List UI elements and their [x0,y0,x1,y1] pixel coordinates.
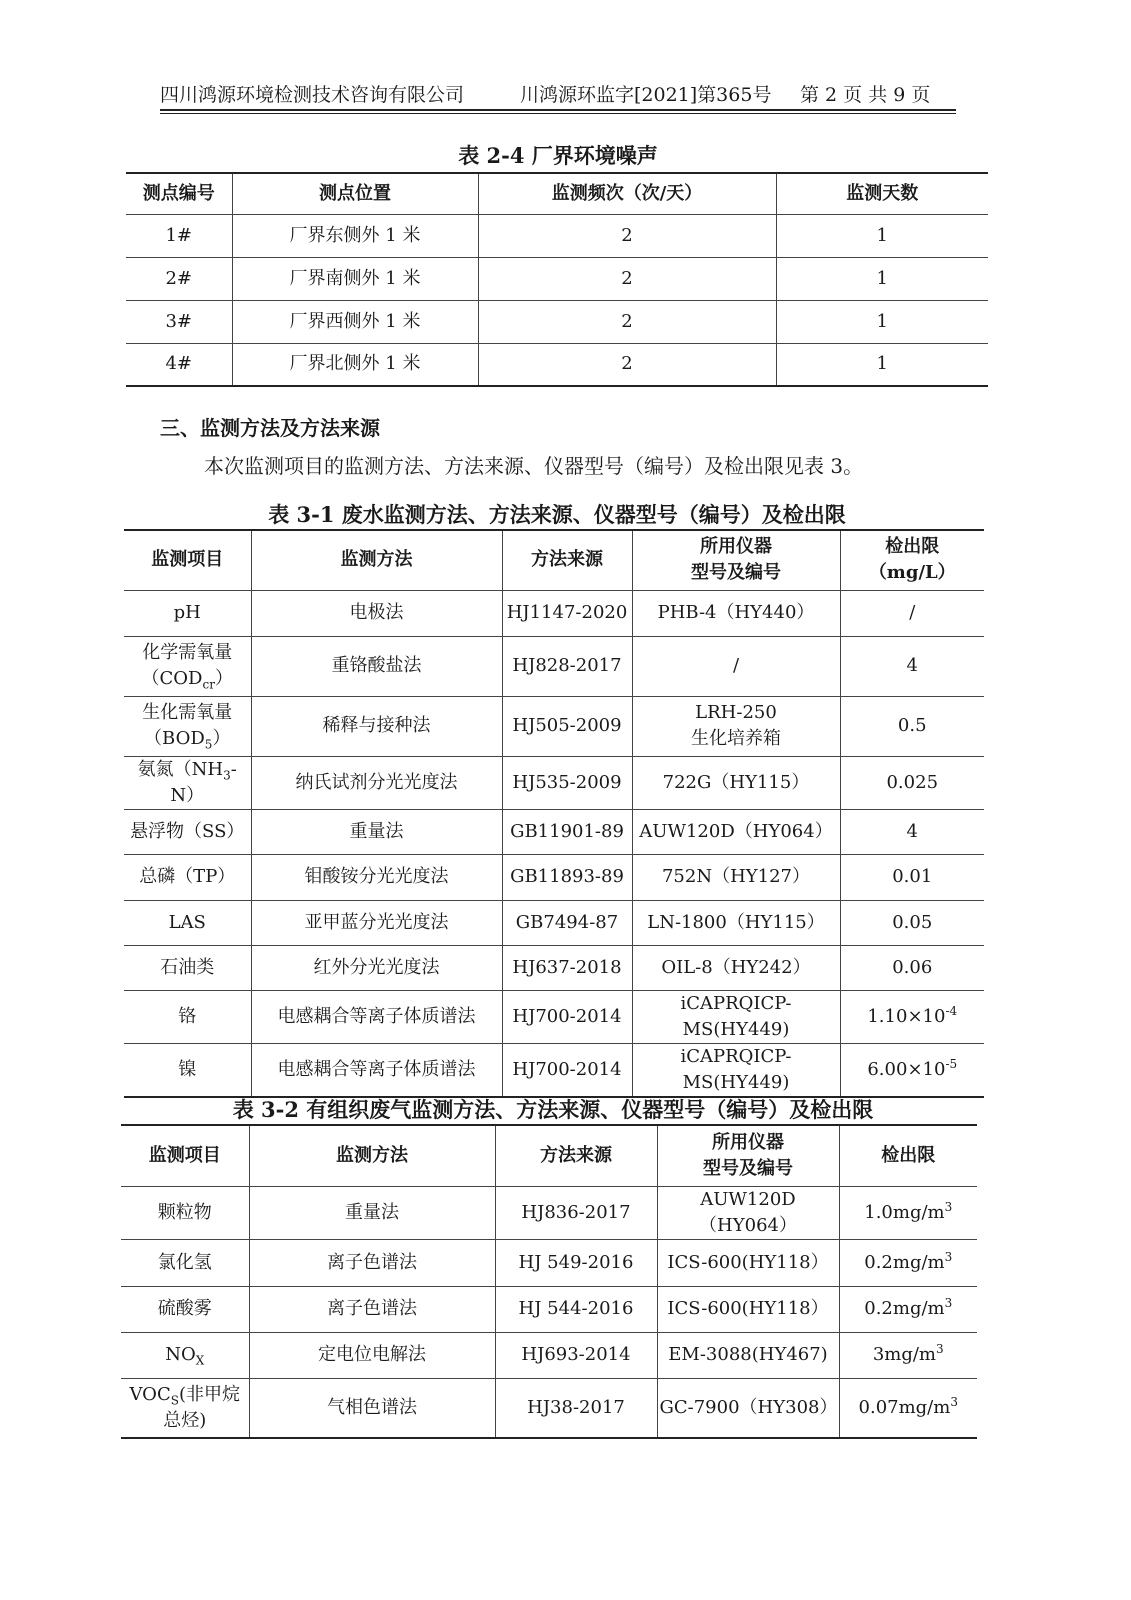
cell-item [121,1332,249,1378]
cell-source: HJ700-2014 [502,990,632,1043]
table-row [121,1332,977,1378]
limit-value: 1.0mg/m [864,1201,945,1223]
cell-source: HJ836-2017 [495,1186,657,1239]
cell-method: 亚甲蓝分光光度法 [251,900,502,945]
cell: 1# [126,214,232,257]
table-header-row [121,1125,977,1186]
cell: 厂界南侧外 1 米 [232,257,478,300]
header-line: （mg/L） [868,562,956,584]
col-header: 监测天数 [776,173,988,214]
item-name-end: -N） [170,758,237,806]
cell-item [124,756,251,809]
col-header [632,530,840,590]
table-row [124,590,984,636]
cell-source: HJ505-2009 [502,696,632,756]
cell-method: 气相色谱法 [249,1378,495,1438]
cell-method: 纳氏试剂分光光度法 [251,756,502,809]
table-2-4-caption: 表 2-4 厂界环境噪声 [458,143,658,168]
cell-item: 镍 [124,1043,251,1097]
cell-instrument: PHB-4（HY440） [632,590,840,636]
header-line: 所用仪器 [712,1131,784,1153]
cell: 4# [126,343,232,386]
subscript: cr [202,677,215,692]
cell: 厂界西侧外 1 米 [232,300,478,343]
superscript: 3 [944,1249,953,1264]
item-name-cont: (非甲烷 [178,1383,240,1405]
item-name-line2: 总烃) [163,1409,207,1431]
item-name: 化学需氧量 [142,642,233,663]
cell-instrument: LN-1800（HY115） [632,900,840,945]
table-row [126,300,988,343]
cell-item [124,696,251,756]
cell-limit [839,1186,977,1239]
cell-instrument: AUW120D（HY064） [657,1186,839,1239]
cell-instrument: iCAPRQICP-MS(HY449) [632,990,840,1043]
table-row [124,809,984,854]
table-row [126,343,988,386]
col-header: 测点位置 [232,173,478,214]
col-header: 测点编号 [126,173,232,214]
cell-instrument: EM-3088(HY467) [657,1332,839,1378]
subscript: S [170,1393,179,1408]
col-header: 监测项目 [124,530,251,590]
cell-item: 硫酸雾 [121,1286,249,1332]
header-line: 型号及编号 [691,562,781,584]
cell-item: 石油类 [124,945,251,990]
cell-limit [839,1286,977,1332]
cell: 厂界东侧外 1 米 [232,214,478,257]
cell-limit [839,1332,977,1378]
cell-instrument: 752N（HY127） [632,854,840,900]
cell-limit [839,1239,977,1286]
cell-instrument: ICS-600(HY118） [657,1286,839,1332]
page-number: 第 2 页 共 9 页 [800,84,931,106]
limit-value: 0.2mg/m [864,1298,945,1319]
limit-base: 6.00×10 [867,1058,946,1080]
cell-item: 氯化氢 [121,1239,249,1286]
limit-value: 0.2mg/m [864,1251,945,1273]
limit-value: 3mg/m [872,1344,937,1365]
item-abbr-end: ） [212,728,231,749]
cell-limit: 0.05 [840,900,984,945]
cell-item: 铬 [124,990,251,1043]
cell-limit: 0.06 [840,945,984,990]
col-header [657,1125,839,1186]
instrument-type: 生化培养箱 [691,728,781,749]
item-name: NO [165,1344,196,1365]
table-row [124,900,984,945]
header-line: 检出限 [885,536,940,558]
instrument-model: LRH-250 [695,702,777,723]
cell-source: HJ1147-2020 [502,590,632,636]
cell-limit [840,990,984,1043]
item-name: 氨氮（NH [137,758,224,780]
cell: 厂界北侧外 1 米 [232,343,478,386]
limit-value: 0.07mg/m [858,1396,951,1418]
header-rule [160,109,956,111]
company-name: 四川鸿源环境检测技术咨询有限公司 [160,84,465,106]
cell: 1 [776,300,988,343]
cell-item [124,636,251,696]
cell-method: 红外分光光度法 [251,945,502,990]
header-line: 所用仪器 [700,536,772,558]
cell-item: 悬浮物（SS） [124,809,251,854]
table-row [126,257,988,300]
cell-method: 离子色谱法 [249,1239,495,1286]
cell-instrument [632,696,840,756]
cell-source: GB7494-87 [502,900,632,945]
table-row [121,1186,977,1239]
cell-instrument: 722G（HY115） [632,756,840,809]
cell-source: HJ828-2017 [502,636,632,696]
cell: 2 [478,214,776,257]
cell-limit [839,1378,977,1438]
cell-method: 离子色谱法 [249,1286,495,1332]
cell-limit [840,1043,984,1097]
cell: 2# [126,257,232,300]
header-rule-thin [160,113,956,114]
cell-item: 总磷（TP） [124,854,251,900]
section-paragraph: 本次监测项目的监测方法、方法来源、仪器型号（编号）及检出限见表 3。 [204,454,864,478]
table-row [124,854,984,900]
table-header-row [126,173,988,214]
cell-method: 重量法 [249,1186,495,1239]
cell-limit: 4 [840,636,984,696]
cell-limit: 0.01 [840,854,984,900]
cell-instrument: / [632,636,840,696]
cell: 1 [776,257,988,300]
superscript: 3 [950,1394,958,1409]
superscript: 3 [936,1342,944,1356]
cell-method: 定电位电解法 [249,1332,495,1378]
table-row [121,1286,977,1332]
limit-base: 1.10×10 [867,1005,946,1027]
col-header: 方法来源 [495,1125,657,1186]
col-header: 监测频次（次/天） [478,173,776,214]
table-header-row [124,530,984,590]
col-header: 监测方法 [251,530,502,590]
cell-limit: 4 [840,809,984,854]
col-header [840,530,984,590]
header-line: 型号及编号 [703,1157,793,1179]
cell-instrument: AUW120D（HY064） [632,809,840,854]
cell-method: 钼酸铵分光光度法 [251,854,502,900]
cell: 2 [478,257,776,300]
cell-instrument: iCAPRQICP-MS(HY449) [632,1043,840,1097]
col-header: 检出限 [839,1125,977,1186]
table-row [124,696,984,756]
cell: 1 [776,343,988,386]
cell-limit: 0.025 [840,756,984,809]
cell-limit: 0.5 [840,696,984,756]
item-abbr: （BOD [144,728,205,749]
cell-source: HJ700-2014 [502,1043,632,1097]
table-3-1-caption: 表 3-1 废水监测方法、方法来源、仪器型号（编号）及检出限 [268,502,846,527]
cell-instrument: GC-7900（HY308） [657,1378,839,1438]
cell-method: 重量法 [251,809,502,854]
cell-method: 重铬酸盐法 [251,636,502,696]
table-row [124,756,984,809]
superscript: 3 [944,1199,953,1214]
cell-source: HJ637-2018 [502,945,632,990]
table-3-2 [121,1124,977,1439]
cell-source: HJ693-2014 [495,1332,657,1378]
section-title: 三、监测方法及方法来源 [160,416,380,440]
table-row [121,1239,977,1286]
item-name: 生化需氧量 [142,702,233,723]
cell-source: GB11893-89 [502,854,632,900]
col-header: 方法来源 [502,530,632,590]
superscript: 3 [944,1296,953,1310]
report-number: 川鸿源环监字[2021]第365号 [520,84,772,106]
page-header [160,76,956,110]
cell-source: HJ 549-2016 [495,1239,657,1286]
cell-method: 电感耦合等离子体质谱法 [251,990,502,1043]
cell-limit: / [840,590,984,636]
cell-item: 颗粒物 [121,1186,249,1239]
col-header: 监测方法 [249,1125,495,1186]
cell: 2 [478,300,776,343]
table-row [124,990,984,1043]
table-row [126,214,988,257]
item-abbr: （COD [141,668,203,689]
table-row [124,1043,984,1097]
subscript: X [195,1353,205,1368]
cell-item [121,1378,249,1438]
cell-item: pH [124,590,251,636]
cell-method: 电极法 [251,590,502,636]
table-2-4 [126,172,988,387]
cell: 1 [776,214,988,257]
cell-item: LAS [124,900,251,945]
cell: 3# [126,300,232,343]
table-3-1 [124,529,984,1098]
table-row [124,945,984,990]
cell-instrument: ICS-600(HY118） [657,1239,839,1286]
cell-source: HJ 544-2016 [495,1286,657,1332]
cell-source: HJ38-2017 [495,1378,657,1438]
subscript: 3 [223,768,231,783]
cell-source: GB11901-89 [502,809,632,854]
cell-source: HJ535-2009 [502,756,632,809]
cell-method: 稀释与接种法 [251,696,502,756]
cell: 2 [478,343,776,386]
cell-instrument: OIL-8（HY242） [632,945,840,990]
table-3-2-caption: 表 3-2 有组织废气监测方法、方法来源、仪器型号（编号）及检出限 [232,1097,874,1122]
item-abbr-end: ） [214,668,233,689]
item-name: VOC [129,1383,171,1405]
cell-method: 电感耦合等离子体质谱法 [251,1043,502,1097]
col-header: 监测项目 [121,1125,249,1186]
table-row [124,636,984,696]
subscript: 5 [204,737,213,752]
exponent: -4 [945,1003,958,1018]
table-row [121,1378,977,1438]
exponent: -5 [945,1056,958,1071]
